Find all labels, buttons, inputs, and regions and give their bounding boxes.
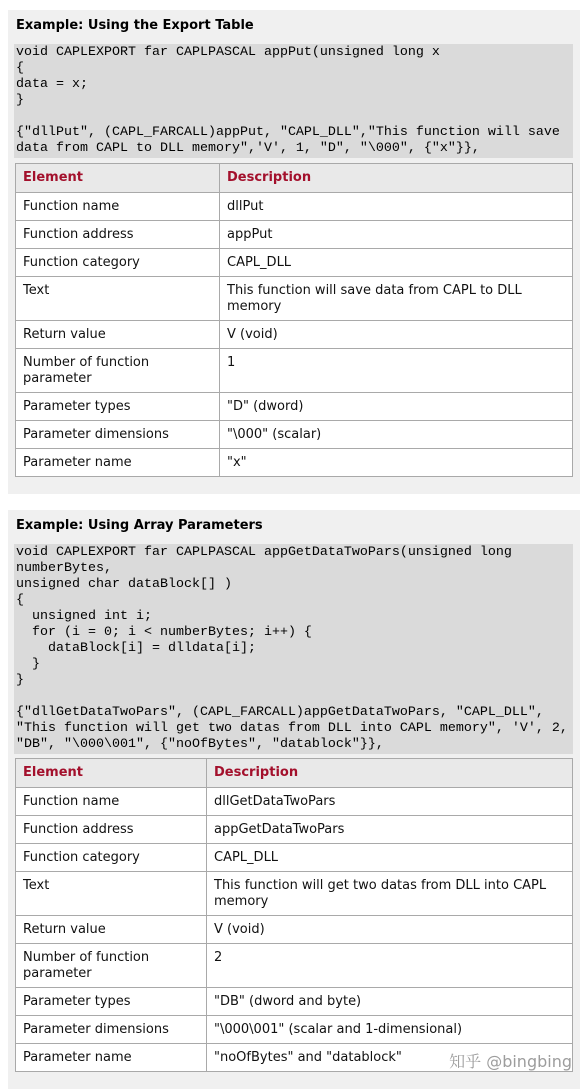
element-cell: Return value (16, 321, 220, 349)
element-cell: Function category (16, 844, 207, 872)
row-parameter-types (16, 393, 573, 421)
row-return-value (16, 321, 573, 349)
description-cell: This function will save data from CAPL to DLL memory (220, 277, 573, 321)
table-header-row (16, 759, 573, 788)
description-cell: "D" (dword) (220, 393, 573, 421)
code-block: void CAPLEXPORT far CAPLPASCAL appPut(unsigned long x { data = x; } {"dllPut", (CAPL_FARCALL)appPut, "CAPL_DLL","This function will save data from CAPL to DLL memory",'V', 1, "D", "\000", {"x"}}, (14, 44, 573, 158)
section-heading: Example: Using Array Parameters (16, 518, 263, 533)
element-cell: Number of function parameter (16, 349, 220, 393)
table-header-row (16, 164, 573, 193)
example-array-parameters-section (8, 510, 580, 1089)
element-cell: Function address (16, 816, 207, 844)
description-cell: "noOfBytes" and "datablock" (207, 1044, 573, 1072)
column-header-element: Element (16, 164, 220, 193)
description-cell: "\000\001" (scalar and 1-dimensional) (207, 1016, 573, 1044)
element-cell: Parameter dimensions (16, 1016, 207, 1044)
element-cell: Parameter name (16, 1044, 207, 1072)
description-cell: dllPut (220, 193, 573, 221)
description-cell: "DB" (dword and byte) (207, 988, 573, 1016)
description-cell: CAPL_DLL (220, 249, 573, 277)
section-heading: Example: Using the Export Table (16, 18, 254, 33)
row-function-address (16, 816, 573, 844)
description-cell: appPut (220, 221, 573, 249)
description-cell: 1 (220, 349, 573, 393)
array-parameters-table (15, 758, 573, 1072)
row-text (16, 872, 573, 916)
row-function-name (16, 193, 573, 221)
row-parameter-dimensions (16, 1016, 573, 1044)
column-header-element: Element (16, 759, 207, 788)
row-return-value (16, 916, 573, 944)
element-cell: Parameter types (16, 393, 220, 421)
row-text (16, 277, 573, 321)
description-cell: "x" (220, 449, 573, 477)
row-function-name (16, 788, 573, 816)
row-parameter-types (16, 988, 573, 1016)
row-parameter-dimensions (16, 421, 573, 449)
element-cell: Parameter name (16, 449, 220, 477)
watermark: 知乎 @bingbing (449, 1052, 572, 1071)
element-cell: Text (16, 277, 220, 321)
element-cell: Parameter dimensions (16, 421, 220, 449)
description-cell: appGetDataTwoPars (207, 816, 573, 844)
row-function-category (16, 249, 573, 277)
column-header-description: Description (220, 164, 573, 193)
description-cell: dllGetDataTwoPars (207, 788, 573, 816)
description-cell: CAPL_DLL (207, 844, 573, 872)
description-cell: V (void) (220, 321, 573, 349)
export-table (15, 163, 573, 477)
code-block: void CAPLEXPORT far CAPLPASCAL appGetDataTwoPars(unsigned long numberBytes, unsigned char dataBlock[] ) { unsigned int i; for (i = 0; i < numberBytes; i++) { dataBlock[i] = dlldata[i]; } } {"dllGetDataTwoPars", (CAPL_FARCALL)appGetDataTwoPars, "CAPL_DLL", "This function will get two datas from DLL into CAPL memory", 'V', 2, "DB", "\000\001", {"noOfBytes", "datablock"}}, (14, 544, 573, 754)
example-export-table-section (8, 10, 580, 494)
row-function-category (16, 844, 573, 872)
element-cell: Number of function parameter (16, 944, 207, 988)
element-cell: Text (16, 872, 207, 916)
description-cell: This function will get two datas from DLL into CAPL memory (207, 872, 573, 916)
row-parameter-name (16, 1044, 573, 1072)
element-cell: Parameter types (16, 988, 207, 1016)
element-cell: Return value (16, 916, 207, 944)
row-number-of-parameters (16, 944, 573, 988)
element-cell: Function category (16, 249, 220, 277)
element-cell: Function name (16, 788, 207, 816)
description-cell: "\000" (scalar) (220, 421, 573, 449)
element-cell: Function address (16, 221, 220, 249)
description-cell: 2 (207, 944, 573, 988)
column-header-description: Description (207, 759, 573, 788)
element-cell: Function name (16, 193, 220, 221)
description-cell: V (void) (207, 916, 573, 944)
row-parameter-name (16, 449, 573, 477)
row-function-address (16, 221, 573, 249)
row-number-of-parameters (16, 349, 573, 393)
